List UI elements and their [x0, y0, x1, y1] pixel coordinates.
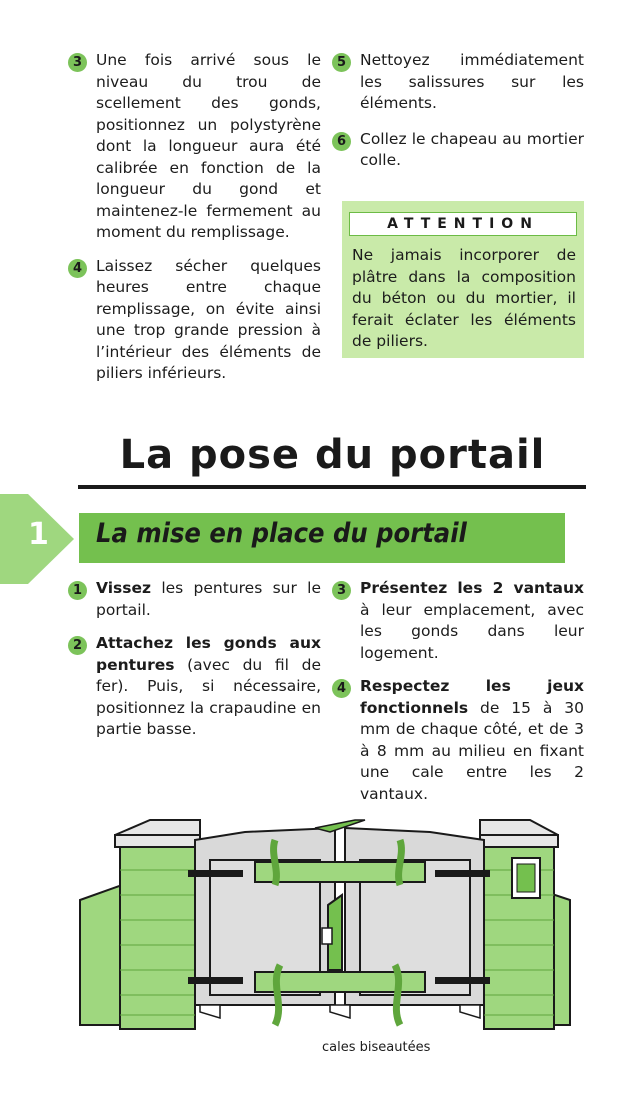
bevelled-wedges [200, 1005, 480, 1018]
section-title: La mise en place du portail [96, 518, 467, 549]
step-number-badge: 3 [332, 581, 351, 600]
section-step-3 [332, 578, 584, 664]
step-number-badge: 3 [68, 53, 87, 72]
step-text [360, 676, 584, 805]
attention-text: Ne jamais incorporer de plâtre dans la composition du béton ou du mortier, il ferait éclater les éléments de piliers. [352, 246, 576, 350]
illustration-caption: cales biseautées [322, 1040, 431, 1055]
step-bold: Vissez [96, 579, 152, 597]
step-rest: à leur emplacement, avec les gonds dans leur logement. [360, 600, 584, 662]
step-bold: Présentez les 2 vantaux [360, 579, 584, 597]
attention-box [342, 201, 584, 358]
step-number-badge: 1 [68, 581, 87, 600]
step-rest: les pentures sur le portail. [96, 579, 321, 619]
section-number: 1 [28, 517, 49, 552]
step-text [96, 578, 321, 621]
step-rest: (avec du fil de fer). Puis, si nécessaire, positionnez la crapaudine en partie basse. [96, 655, 321, 738]
step-text: Laissez sécher quelques heures entre chaque remplissage, on évite ainsi une trop grande pression à l’intérieur des éléments de piliers inférieurs. [96, 256, 321, 382]
page-title: La pose du portail [119, 432, 546, 478]
left-wall [80, 885, 122, 1025]
step-bold: Attachez les gonds aux pentures [96, 634, 321, 674]
step-4-instruction [68, 256, 321, 385]
step-6-instruction [332, 129, 584, 172]
section-step-1 [68, 578, 321, 621]
top-right-column [332, 50, 584, 172]
step-number-badge: 6 [332, 132, 351, 151]
section-left-column [68, 578, 321, 741]
step-text [360, 578, 584, 664]
step-text: Une fois arrivé sous le niveau du trou de scellement des gonds, positionnez un polystyrène dont la longueur aura été calibrée en fonction de la longueur du gond et maintenez-le fermement au moment du remplissage. [96, 51, 321, 241]
step-3-instruction [68, 50, 321, 244]
section-right-column [332, 578, 584, 805]
step-number-badge: 4 [332, 679, 351, 698]
step-text [96, 633, 321, 741]
step-bold: Respectez les jeux fonctionnels [360, 677, 584, 717]
top-left-column [68, 50, 321, 385]
gate-illustration [70, 800, 580, 1035]
step-text: Nettoyez immédiatement les salissures sur les éléments. [360, 51, 584, 112]
section-step-2 [68, 633, 321, 741]
title-rule [78, 485, 586, 489]
step-5-instruction [332, 50, 584, 115]
step-rest: de 15 à 30 mm de chaque côté, et de 3 à 8 mm au milieu en fixant une cale entre les 2 vantaux. [360, 698, 584, 803]
step-text: Collez le chapeau au mortier colle. [360, 129, 584, 169]
left-pillar [115, 820, 200, 1029]
section-step-4 [332, 676, 584, 805]
step-number-badge: 5 [332, 53, 351, 72]
attention-title: ATTENTION [349, 212, 577, 236]
right-pillar [480, 820, 558, 1029]
step-number-badge: 4 [68, 259, 87, 278]
step-number-badge: 2 [68, 636, 87, 655]
